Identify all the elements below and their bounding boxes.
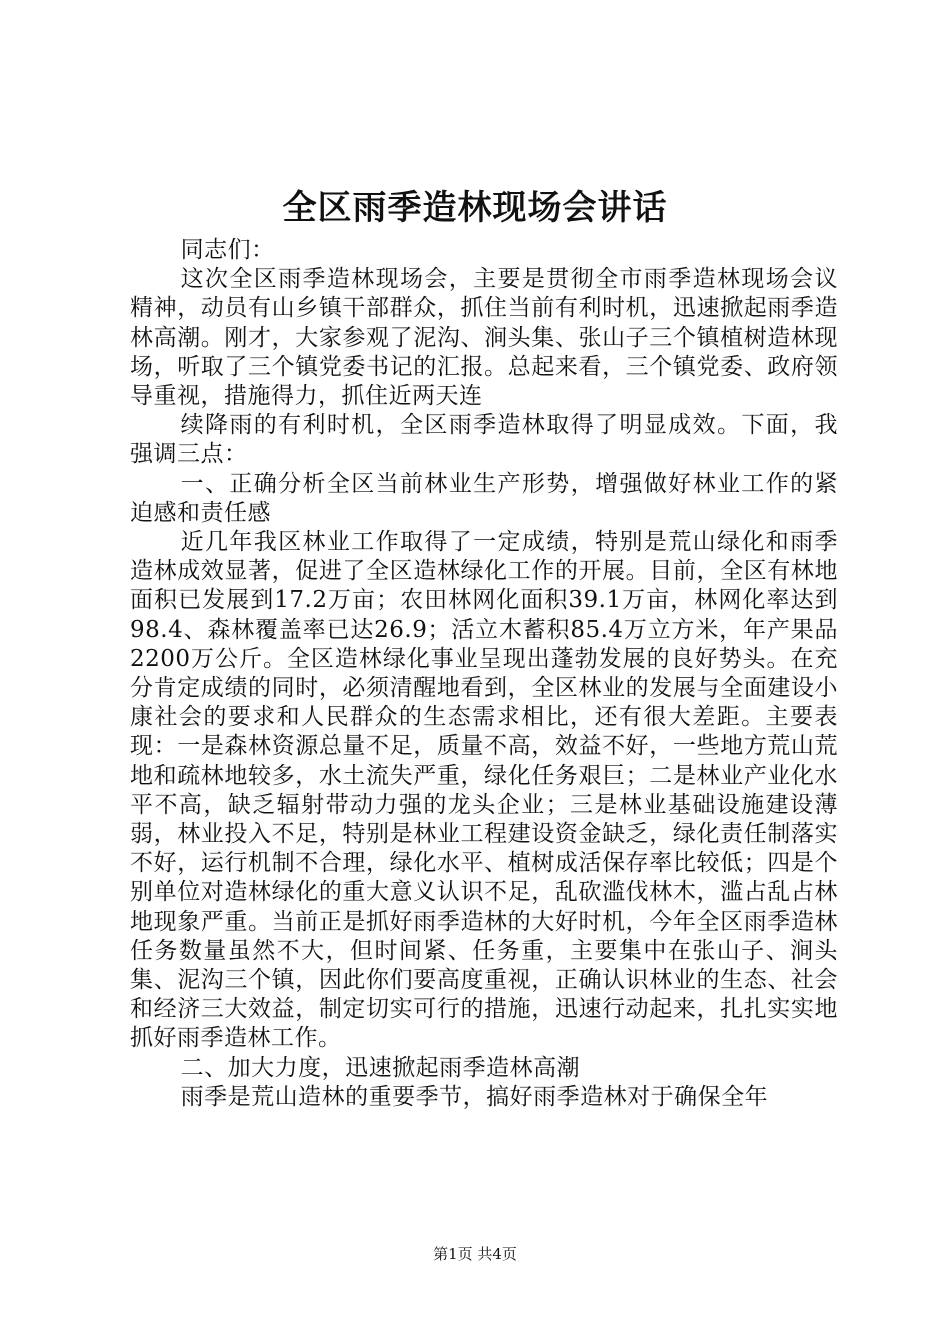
paragraph-section-2: 雨季是荒山造林的重要季节，搞好雨季造林对于确保全年 [180, 1083, 769, 1110]
document-body [130, 236, 838, 1112]
section-heading-2: 二、加大力度，迅速掀起雨季造林高潮 [180, 1054, 581, 1081]
paragraph-salutation: 同志们： [180, 237, 275, 263]
paragraph-intro-continued: 续降雨的有利时机，全区雨季造林取得了明显成效。下面，我强调三点： [130, 412, 838, 468]
page-number-footer: 第1页 共4页 [433, 1245, 517, 1263]
paragraph-intro: 这次全区雨季造林现场会，主要是贯彻全市雨季造林现场会议精神，动员有山乡镇干部群众，抓住当前有利时机，迅速掀起雨季造林高潮。刚才，大家参观了泥沟、涧头集、张山子三个镇植树造林现场，听取了三个镇党委书记的汇报。总起来看，三个镇党委、政府领导重视，措施得力，抓住近两天连 [130, 266, 838, 410]
paragraph-section-1: 近几年我区林业工作取得了一定成绩，特别是荒山绿化和雨季造林成效显著，促进了全区造林绿化工作的开展。目前，全区有林地面积已发展到17.2万亩；农田林网化面积39.1万亩，林网化率达到98.4、森林覆盖率已达26.9；活立木蓄积85.4万立方米，年产果品2200万公斤。全区造林绿化事业呈现出蓬勃发展的良好势头。在充分肯定成绩的同时，必须清醒地看到，全区林业的发展与全面建设小康社会的要求和人民群众的生态需求相比，还有很大差距。主要表现：一是森林资源总量不足，质量不高，效益不好，一些地方荒山荒地和疏林地较多，水土流失严重，绿化任务艰巨；二是林业产业化水平不高，缺乏辐射带动力强的龙头企业；三是林业基础设施建设薄弱，林业投入不足，特别是林业工程建设资金缺乏，绿化责任制落实不好，运行机制不合理，绿化水平、植树成活保存率比较低；四是个别单位对造林绿化的重大意义认识不足，乱砍滥伐林木，滥占乱占林地现象严重。当前正是抓好雨季造林的大好时机，今年全区雨季造林任务数量虽然不大，但时间紧、任务重，主要集中在张山子、涧头集、泥沟三个镇，因此你们要高度重视，正确认识林业的生态、社会和经济三大效益，制定切实可行的措施，迅速行动起来，扎扎实实地抓好雨季造林工作。 [130, 529, 838, 1052]
section-heading-1: 一、正确分析全区当前林业生产形势，增强做好林业工作的紧迫感和责任感 [130, 470, 838, 526]
document-title: 全区雨季造林现场会讲话 [282, 188, 668, 228]
